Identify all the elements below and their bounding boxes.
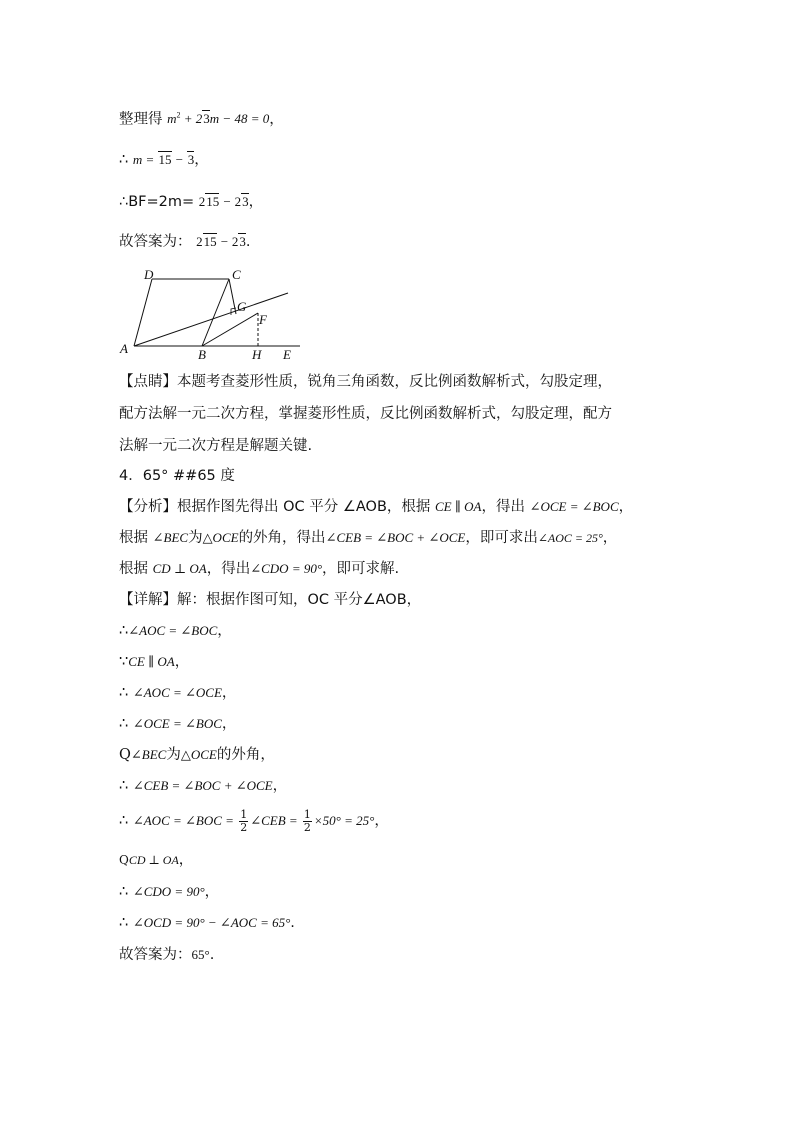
final-answer: 故答案为：65°. — [119, 947, 215, 963]
therefore-symbol: ∴ — [119, 716, 133, 732]
answer-line-1: 故答案为： 215 − 23. — [119, 234, 251, 250]
solution-step-8: QCD ⊥ OA， — [119, 852, 194, 868]
key-point-line-3: 法解一元二次方程是解题关键. — [119, 438, 313, 454]
side-ad — [134, 279, 152, 346]
answer-label: 故答案为： — [119, 234, 192, 250]
solution-step-9: ∴ ∠CDO = 90°， — [119, 884, 220, 900]
label-a: A — [120, 341, 128, 356]
equation-bf-value: ∴BF=2m= 215 − 23， — [119, 194, 264, 210]
side-bc — [202, 279, 229, 346]
therefore-symbol: ∴ — [119, 152, 133, 168]
solution-step-7: ∴ ∠AOC = ∠BOC = $\frac{1}{2}$ ∠CEB = $\frac{1}{2}$ ×50° = 25°， — [119, 807, 389, 834]
solution-step-5: Q∠BEC为△OCE的外角， — [119, 747, 275, 763]
label-c: C — [232, 267, 241, 282]
analysis-text: 根据 — [119, 530, 148, 546]
answer-label: 故答案为： — [119, 947, 192, 963]
line-prefix: ∴BF=2m= — [119, 194, 195, 210]
solution-step-6: ∴ ∠CEB = ∠BOC + ∠OCE， — [119, 778, 288, 794]
therefore-symbol: ∴ — [119, 685, 133, 701]
solution-step-10: ∴ ∠OCD = 90° − ∠AOC = 65°. — [119, 915, 295, 931]
analysis-text: 根据 — [119, 561, 148, 577]
q-symbol: Q — [119, 747, 131, 763]
equation-math: 215 − 23 — [196, 234, 246, 249]
equation-math: m = 15 − 3 — [132, 152, 195, 167]
therefore-symbol: ∴ — [119, 813, 133, 829]
therefore-symbol: ∴ — [119, 778, 133, 794]
label-d: D — [144, 267, 154, 282]
equation-m-value: ∴ m = 15 − 3， — [119, 152, 209, 168]
label-f: F — [259, 312, 267, 327]
question-4-answer: 4．65° ##65 度 — [119, 468, 235, 484]
key-point-line-2: 配方法解一元二次方程，掌握菱形性质，反比例函数解析式，勾股定理，配方 — [119, 406, 612, 422]
because-symbol: ∵ — [119, 654, 129, 670]
equation-math: $m^2 + 23m - 48 = 0$ — [167, 111, 270, 127]
equation-math: 215 − 23 — [198, 194, 249, 209]
therefore-symbol: ∴ — [119, 623, 129, 639]
analysis-text: 【分析】根据作图先得出 OC 平分 ∠AOB，根据 — [119, 499, 431, 515]
solution-step-4: ∴ ∠OCE = ∠BOC， — [119, 716, 237, 732]
solution-heading: 【详解】解：根据作图可知，OC 平分∠AOB， — [119, 592, 422, 608]
solution-step-2: ∵CE ∥ OA， — [119, 654, 190, 670]
line-bf — [202, 313, 258, 346]
analysis-line-2: 根据 ∠BEC为△OCE的外角，得出∠CEB = ∠BOC + ∠OCE，即可求出∠AOC = 25°， — [119, 530, 618, 546]
analysis-line-3: 根据 CD ⊥ OA，得出∠CDO = 90°，即可求解. — [119, 561, 400, 577]
analysis-line-1: 【分析】根据作图先得出 OC 平分 ∠AOB，根据 CE ∥ OA，得出 ∠OCE = ∠BOC， — [119, 499, 634, 515]
solution-step-1: ∴∠AOC = ∠BOC， — [119, 623, 232, 639]
equation-rearranged: 整理得 $m^2 + 23m - 48 = 0$， — [119, 111, 284, 128]
therefore-symbol: ∴ — [119, 915, 133, 931]
therefore-symbol: ∴ — [119, 884, 133, 900]
solution-step-3: ∴ ∠AOC = ∠OCE， — [119, 685, 237, 701]
key-point-line-1: 【点睛】本题考查菱形性质，锐角三角函数，反比例函数解析式，勾股定理， — [119, 374, 612, 390]
label-g: G — [237, 299, 247, 314]
rhombus-diagram — [118, 262, 318, 362]
q-symbol: Q — [119, 853, 129, 867]
line-prefix: 整理得 — [119, 111, 163, 128]
label-e: E — [283, 347, 291, 362]
label-h: H — [252, 347, 262, 362]
analysis-math: CE ∥ OA — [435, 499, 482, 514]
label-b: B — [198, 347, 206, 362]
